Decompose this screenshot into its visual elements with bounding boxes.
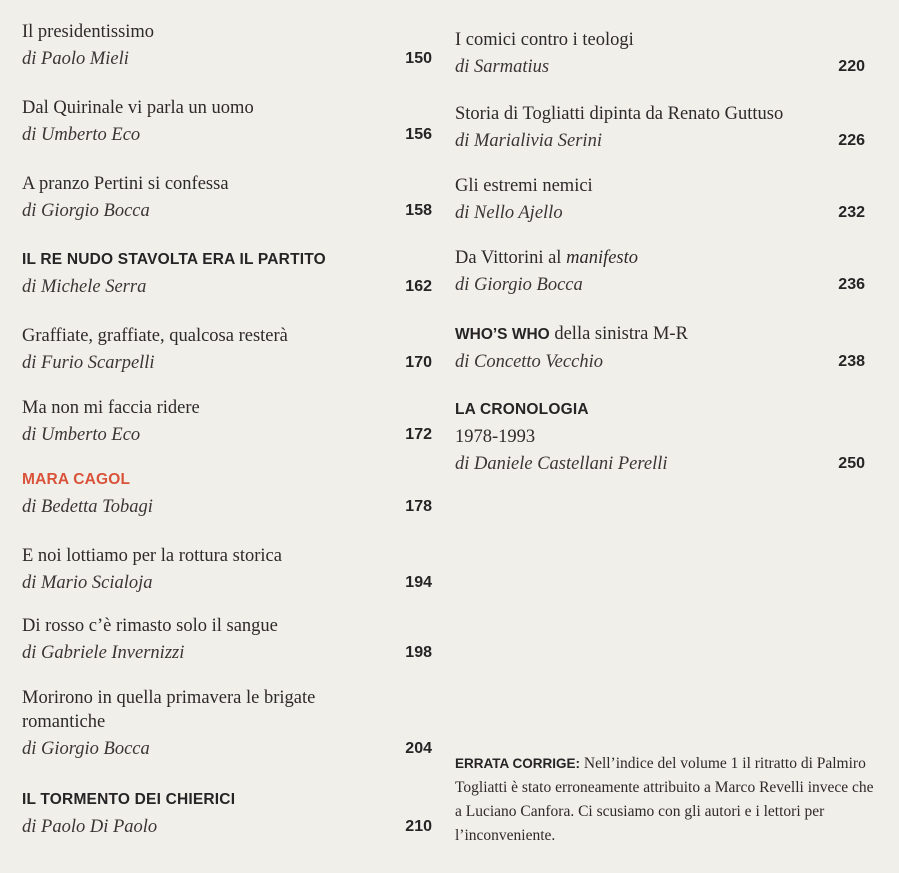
entry-page-number: 172 <box>405 426 432 443</box>
entry-page-number: 226 <box>838 132 865 149</box>
entry-title: A pranzo Pertini si confessa <box>22 174 229 194</box>
entry-page-number: 156 <box>405 126 432 143</box>
entry-page-number: 220 <box>838 58 865 75</box>
entry-author: di Sarmatius <box>455 57 550 77</box>
errata-corrige-note <box>455 752 875 848</box>
entry-title-text: della sinistra M-R <box>549 324 688 344</box>
toc-entry <box>22 324 432 376</box>
entry-author: di Mario Scialoja <box>22 573 153 593</box>
entry-title: Graffiate, graffiate, qualcosa resterà <box>22 326 288 346</box>
entry-page-number: 150 <box>405 50 432 67</box>
entry-author: di Paolo Mieli <box>22 49 129 69</box>
entry-page-number: 232 <box>838 204 865 221</box>
entry-title-italic: manifesto <box>566 248 639 268</box>
entry-title: Di rosso c’è rimasto solo il sangue <box>22 616 278 636</box>
toc-entry <box>22 248 432 300</box>
entry-title <box>455 246 865 270</box>
entry-page-number: 178 <box>405 498 432 515</box>
entry-title: I comici contro i teologi <box>455 30 634 50</box>
entry-author: di Marialivia Serini <box>455 131 602 151</box>
entry-subtitle: 1978-1993 <box>455 427 536 447</box>
entry-author: di Umberto Eco <box>22 425 141 445</box>
entry-author: di Furio Scarpelli <box>22 353 155 373</box>
entry-page-number: 236 <box>838 276 865 293</box>
toc-entry <box>22 788 432 840</box>
entry-title: Gli estremi nemici <box>455 176 593 196</box>
toc-entry <box>22 96 432 148</box>
toc-entry <box>22 614 432 666</box>
entry-title: Ma non mi faccia ridere <box>22 398 200 418</box>
toc-entry <box>455 246 865 298</box>
toc-entry <box>22 544 432 596</box>
entry-author: di Paolo Di Paolo <box>22 817 158 837</box>
section-heading: IL TORMENTO DEI CHIERICI <box>22 791 236 808</box>
section-heading-highlight: MARA CAGOL <box>22 471 131 488</box>
entry-page-number: 162 <box>405 278 432 295</box>
entry-title: Morirono in quella primavera le brigate romantiche <box>22 688 316 732</box>
section-heading: LA CRONOLOGIA <box>455 401 589 418</box>
entry-author: di Bedetta Tobagi <box>22 497 153 517</box>
entry-author: di Giorgio Bocca <box>22 201 150 221</box>
errata-text: Nell’indice del volume 1 il ritratto di Palmiro Togliatti è stato erroneamente attribuito a Marco Revelli invece che a Luciano Canfora. Ci scusiamo con gli autori e i lettori per l’inconveniente. <box>455 755 874 844</box>
entry-author: di Daniele Castellani Perelli <box>455 454 668 474</box>
entry-author: di Giorgio Bocca <box>22 739 150 759</box>
entry-title: Il presidentissimo <box>22 22 155 42</box>
entry-author: di Michele Serra <box>22 277 147 297</box>
entry-title-bold: WHO’S WHO <box>455 326 550 343</box>
errata-label: ERRATA CORRIGE: <box>455 756 580 771</box>
toc-entry <box>455 322 865 375</box>
toc-entry <box>22 396 432 448</box>
toc-entry <box>455 398 865 477</box>
entry-author: di Nello Ajello <box>455 203 563 223</box>
entry-page-number: 198 <box>405 644 432 661</box>
entry-title: Storia di Togliatti dipinta da Renato Guttuso <box>455 104 784 124</box>
toc-entry <box>455 102 865 154</box>
entry-title-text: Da Vittorini al <box>455 248 567 268</box>
entry-author: di Concetto Vecchio <box>455 352 603 372</box>
toc-entry <box>455 28 865 80</box>
toc-entry <box>455 174 865 226</box>
toc-entry <box>22 468 432 520</box>
entry-page-number: 238 <box>838 353 865 370</box>
entry-author: di Gabriele Invernizzi <box>22 643 185 663</box>
toc-entry <box>22 172 432 224</box>
entry-author: di Umberto Eco <box>22 125 141 145</box>
entry-title: Dal Quirinale vi parla un uomo <box>22 98 254 118</box>
entry-page-number: 170 <box>405 354 432 371</box>
entry-page-number: 210 <box>405 818 432 835</box>
entry-page-number: 250 <box>838 455 865 472</box>
toc-entry <box>22 20 432 72</box>
section-heading: IL RE NUDO STAVOLTA ERA IL PARTITO <box>22 251 326 268</box>
entry-page-number: 204 <box>405 740 432 757</box>
entry-author: di Giorgio Bocca <box>455 275 583 295</box>
entry-page-number: 158 <box>405 202 432 219</box>
entry-page-number: 194 <box>405 574 432 591</box>
entry-title: E noi lottiamo per la rottura storica <box>22 546 282 566</box>
toc-entry <box>22 686 432 762</box>
entry-title <box>455 322 865 347</box>
